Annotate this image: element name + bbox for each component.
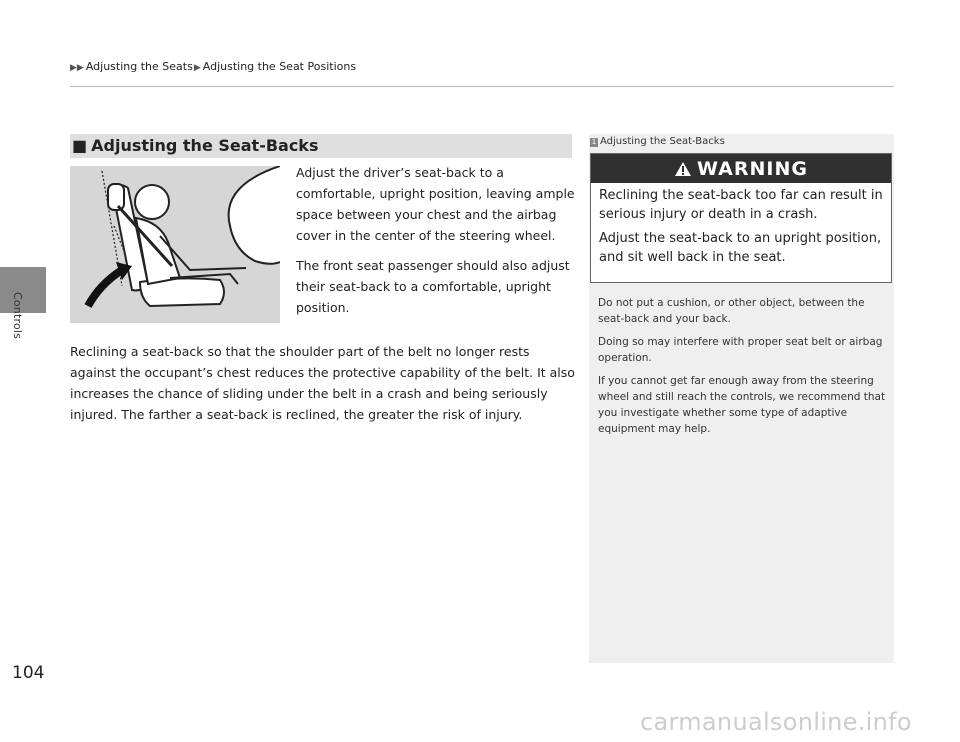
seat-figure-svg [70,166,280,323]
warning-label: WARNING [697,157,808,180]
page-number: 104 [12,663,45,683]
body-paragraph: Reclining a seat-back so that the shoulder part of the belt no longer rests against the occupant’s chest reduces the protective capability of the belt. It also increases the chance of sliding under the belt in a crash and being seriously injured. The farther a seat-back is reclined, the greater the risk of injury. [70,344,575,422]
recline-arrow-shaft [88,270,122,306]
note-paragraph: Do not put a cushion, or other object, between the seat-back and your back. [598,297,865,325]
notes-text [598,295,886,444]
note-paragraph: Doing so may interfere with proper seat belt or airbag operation. [598,336,883,364]
warning-line: Adjust the seat-back to an upright position, and sit well back in the seat. [599,231,882,265]
breadcrumb-item[interactable]: Adjusting the Seats [85,60,193,73]
warning-body [591,183,891,267]
intro-paragraph: Adjust the driver’s seat-back to a comfortable, upright position, leaving ample space between your chest and the airbag cover in the center of the steering wheel. [296,165,575,243]
warning-line: Reclining the seat-back too far can result in serious injury or death in a crash. [599,188,883,222]
warning-box [590,153,892,283]
warning-triangle-icon [674,161,692,177]
watermark: carmanualsonline.info [640,708,912,736]
headrest [108,184,124,210]
occupant-head [135,185,169,219]
steering-wheel [229,166,280,264]
arrow-icon: ▶ [193,63,201,73]
section-title-bar [70,134,572,158]
note-paragraph: If you cannot get far enough away from the steering wheel and still reach the controls, we recommend that you investigate whether some type of adaptive equipment may help. [598,375,886,435]
intro-paragraph: The front seat passenger should also adjust their seat-back to a comfortable, upright position. [296,258,570,315]
breadcrumb-item[interactable]: Adjusting the Seat Positions [202,60,357,73]
reference-icon: 1 [591,138,597,146]
warning-header [591,154,891,183]
breadcrumb [70,60,356,73]
section-title: Adjusting the Seat-Backs [91,136,319,155]
section-label: Controls [11,292,24,340]
header-divider [70,86,894,87]
double-arrow-icon: ▶▶ [70,63,84,73]
notes-heading-text: Adjusting the Seat-Backs [600,136,725,147]
intro-text [296,162,576,327]
square-bullet-icon: ■ [72,136,88,155]
seat-back-illustration [70,166,280,323]
notes-heading[interactable] [590,136,725,147]
